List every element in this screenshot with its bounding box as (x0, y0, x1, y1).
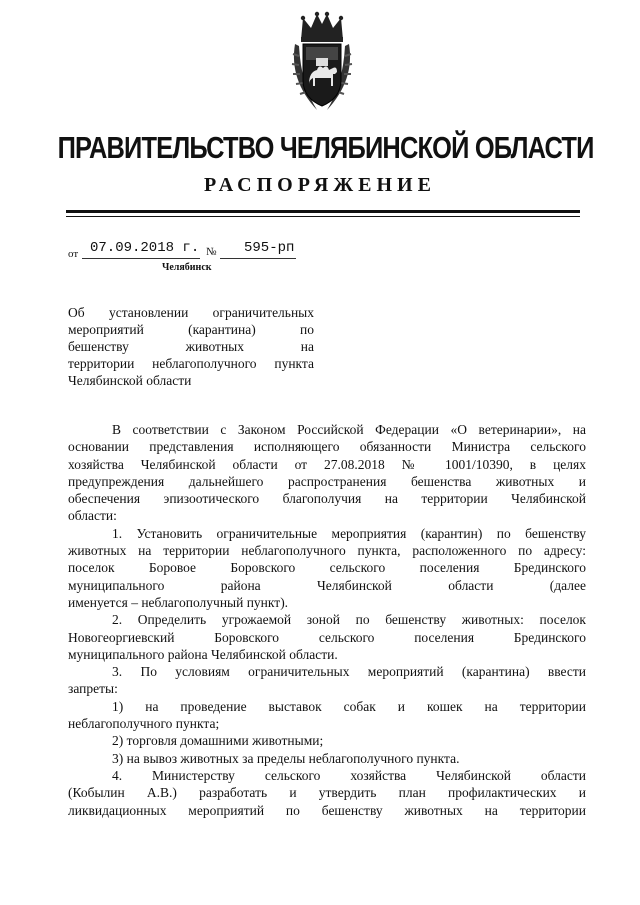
body-line: 2) торговля домашними животными; (112, 733, 324, 749)
body-line: ликвидационных мероприятий по бешенству животных на территории (68, 802, 586, 818)
subject-line: Об установлении ограничительных (68, 305, 314, 320)
document-date: 07.09.2018 г. (90, 240, 200, 256)
body-line: неблагополучного пункта; (68, 716, 220, 732)
body-line: поселок Боровое Боровского сельского поселения Брединского (68, 560, 586, 576)
subject-line: мероприятий (карантина) по (68, 322, 314, 337)
subject-line: территории неблагополучного пункта (68, 356, 314, 371)
header-rule-thin (66, 216, 580, 217)
body-line: 1. Установить ограничительные мероприятия (карантин) по бешенству (112, 525, 586, 541)
body-line: области: (68, 508, 117, 524)
body-line: 3. По условиям ограничительных мероприятий (карантина) ввести (112, 664, 586, 680)
from-label: от (68, 248, 79, 260)
place-of-issue: Челябинск (162, 262, 212, 273)
date-underline (82, 258, 200, 259)
number-underline (220, 258, 296, 259)
body-line: Новогеоргиевский Боровского сельского поселения Брединского (68, 629, 586, 645)
body-line: В соответствии с Законом Российской Федерации «О ветеринарии», на (112, 422, 586, 437)
number-label: № (206, 246, 217, 258)
government-title: ПРАВИТЕЛЬСТВО ЧЕЛЯБИНСКОЙ ОБЛАСТИ (57, 130, 594, 165)
coat-of-arms-emblem (287, 10, 357, 116)
document-subject (68, 304, 314, 389)
body-line: 4. Министерству сельского хозяйства Челябинской области (112, 767, 586, 783)
subject-line: бешенству животных на (68, 339, 314, 354)
document-type-heading: РАСПОРЯЖЕНИЕ (204, 174, 436, 196)
header-rule-thick (66, 210, 580, 213)
body-line: запреты: (68, 681, 118, 697)
document-number: 595-рп (244, 240, 295, 256)
subject-line: Челябинской области (68, 373, 192, 388)
body-line: предупреждения дальнейшего распространения бешенства животных и (68, 473, 586, 489)
body-line: именуется – неблагополучный пункт). (68, 594, 289, 610)
body-line: муниципального района Челябинской области. (68, 646, 338, 662)
body-line: 1) на проведение выставок собак и кошек на территории (112, 698, 586, 714)
body-line: обеспечения эпизоотического благополучия на территории Челябинской (68, 491, 586, 507)
body-line: животных на территории неблагополучного пункта, расположенного по адресу: (68, 543, 586, 559)
document-body (68, 421, 586, 819)
body-line: 3) на вывоз животных за пределы неблагополучного пункта. (112, 750, 460, 766)
body-line: основании представления исполняющего обязанности Министра сельского (68, 439, 586, 455)
body-line: хозяйства Челябинской области от 27.08.2018 № 1001/10390, в целях (68, 456, 586, 472)
body-line: 2. Определить угрожаемой зоной по бешенству животных: поселок (112, 612, 586, 628)
body-line: муниципального района Челябинской области (далее (68, 577, 586, 593)
body-line: (Кобылин А.В.) разработать и утвердить план профилактических и (68, 785, 586, 801)
